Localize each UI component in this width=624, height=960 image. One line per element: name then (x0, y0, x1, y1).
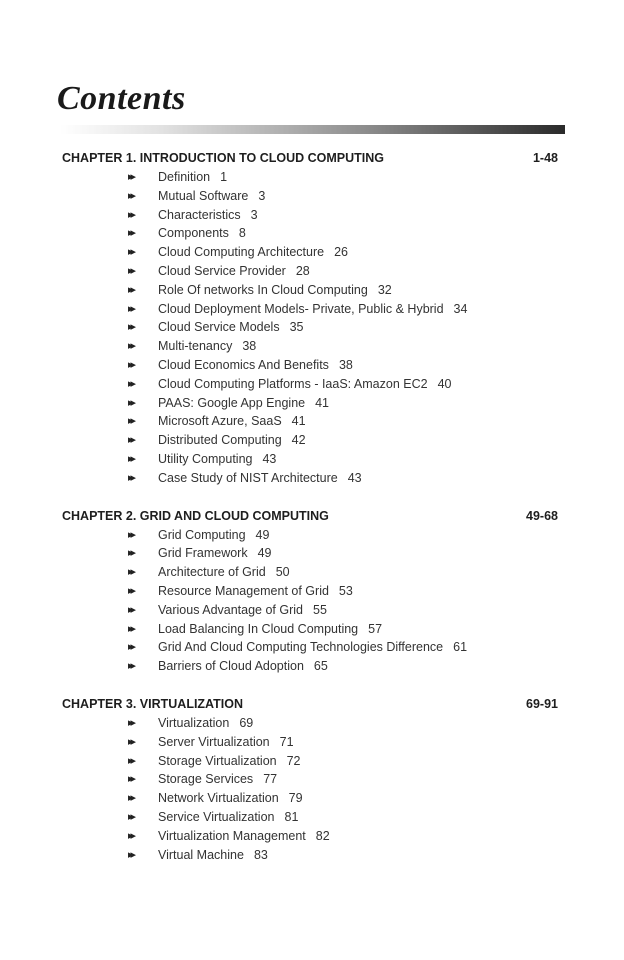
double-arrow-bullet-icon: ▸▸ (128, 641, 134, 654)
chapter-heading (0, 149, 624, 168)
toc-entry-label: Definition (158, 170, 211, 184)
toc-entry-label: Cloud Computing Architecture (158, 245, 325, 260)
toc-entry-page: 41 (291, 414, 306, 429)
toc-entry-label: Virtualization Management (158, 828, 306, 843)
toc-entry-label: Server Virtualization (158, 734, 270, 749)
toc-entry-label: Network Virtualization (158, 791, 279, 806)
toc-entry-text (158, 733, 294, 752)
toc-entry (0, 601, 624, 620)
toc-entry-text (158, 300, 467, 319)
chapter-title: CHAPTER 1. INTRODUCTION TO CLOUD COMPUTING (62, 151, 384, 165)
toc-entry-label: Role Of networks In Cloud Computing (158, 282, 368, 297)
double-arrow-bullet-icon: ▸▸ (128, 396, 134, 409)
toc-entry (0, 846, 624, 865)
toc-entry-text (158, 563, 290, 582)
chapter-page-range: 1-48 (532, 151, 558, 165)
double-arrow-bullet-icon: ▸▸ (128, 735, 134, 748)
chapter-heading (0, 695, 624, 714)
toc-entry-text (158, 375, 451, 394)
toc-entry-label: Storage Services (158, 772, 254, 787)
toc-entry-label: Virtualization (158, 715, 230, 730)
toc-entry (0, 375, 624, 394)
toc-entry (0, 300, 624, 319)
chapter-title: CHAPTER 3. VIRTUALIZATION (62, 696, 244, 711)
toc-entry-text (158, 356, 353, 375)
toc-entry-text (158, 770, 277, 789)
toc-entry (0, 544, 624, 563)
double-arrow-bullet-icon: ▸▸ (128, 227, 134, 240)
toc-entry (0, 262, 624, 281)
toc-entry-text (158, 582, 353, 601)
toc-entry-text (158, 262, 310, 281)
toc-entry (0, 733, 624, 752)
double-arrow-bullet-icon: ▸▸ (128, 434, 134, 447)
toc-entry-label: Cloud Computing Platforms - IaaS: Amazon EC2 (158, 376, 428, 391)
toc-entry-label: Cloud Service Models (158, 320, 280, 335)
toc-entry-text (158, 789, 303, 808)
double-arrow-bullet-icon: ▸▸ (128, 792, 134, 805)
double-arrow-bullet-icon: ▸▸ (128, 189, 134, 202)
toc-entry-label: Load Balancing In Cloud Computing (158, 621, 359, 636)
toc-entry-page: 34 (453, 301, 468, 316)
toc-entry-label: Characteristics (158, 207, 241, 222)
double-arrow-bullet-icon: ▸▸ (128, 754, 134, 767)
double-arrow-bullet-icon: ▸▸ (128, 829, 134, 842)
toc-entry (0, 281, 624, 300)
toc-entry-page: 50 (275, 565, 290, 580)
double-arrow-bullet-icon: ▸▸ (128, 452, 134, 465)
toc-entry-text (158, 337, 256, 356)
double-arrow-bullet-icon: ▸▸ (128, 528, 134, 541)
toc-entry-label: Storage Virtualization (158, 753, 277, 768)
double-arrow-bullet-icon: ▸▸ (128, 471, 134, 484)
toc-entry-label: Case Study of NIST Architecture (158, 470, 338, 485)
toc-entry-text (158, 450, 276, 469)
double-arrow-bullet-icon: ▸▸ (128, 415, 134, 428)
toc-entry-text (158, 431, 306, 450)
toc-entry-page: 81 (284, 809, 299, 824)
toc-entry-page: 65 (313, 659, 328, 674)
toc-entry-page: 55 (313, 602, 327, 617)
toc-entry (0, 450, 624, 469)
toc-entry-text (158, 281, 392, 300)
toc-entry (0, 394, 624, 413)
toc-entry-page: 42 (291, 433, 306, 448)
toc-entry-text (158, 827, 330, 846)
toc-entry-label: Distributed Computing (158, 433, 282, 448)
toc-entry-page: 1 (220, 170, 228, 184)
page-title: Contents (57, 80, 186, 117)
toc-entry-page: 40 (437, 376, 452, 391)
toc-entry (0, 224, 624, 243)
toc-entry-text (158, 206, 258, 225)
toc-entry-label: Components (158, 226, 229, 241)
toc-entry-text (158, 243, 348, 262)
toc-entry (0, 827, 624, 846)
toc-entry-label: Service Virtualization (158, 809, 275, 824)
toc-entry-page: 72 (286, 753, 301, 768)
toc-entry-label: Grid Computing (158, 527, 246, 542)
toc-entry (0, 752, 624, 771)
toc-entry-page: 43 (262, 451, 277, 466)
toc-entry-page: 3 (250, 207, 258, 222)
toc-entry-text (158, 638, 467, 657)
toc-entry-page: 71 (279, 734, 294, 749)
chapter-page-range: 69-91 (526, 696, 558, 711)
toc-entry (0, 469, 624, 488)
toc-entry-text (158, 318, 304, 337)
toc-entry (0, 206, 624, 225)
double-arrow-bullet-icon: ▸▸ (128, 208, 134, 221)
toc-entry-page: 26 (334, 245, 348, 260)
toc-entry-page: 28 (295, 263, 310, 278)
double-arrow-bullet-icon: ▸▸ (128, 321, 134, 334)
toc-entry-page: 83 (253, 847, 268, 862)
toc-entry-text (158, 714, 253, 733)
chapter-section (0, 149, 624, 488)
toc-entry-text (158, 412, 306, 431)
table-of-contents (0, 149, 624, 883)
toc-entry (0, 356, 624, 375)
toc-entry-page: 77 (263, 772, 278, 787)
toc-entry-page: 69 (239, 715, 254, 730)
toc-entry-page: 38 (242, 339, 257, 354)
toc-entry-label: Cloud Economics And Benefits (158, 357, 329, 372)
toc-entry (0, 337, 624, 356)
double-arrow-bullet-icon: ▸▸ (128, 283, 134, 296)
chapter-page-range: 49-68 (526, 508, 558, 523)
toc-entry (0, 243, 624, 262)
toc-entry-page: 82 (315, 828, 330, 843)
chapter-section (0, 507, 624, 676)
toc-entry (0, 638, 624, 657)
toc-entry-text (158, 620, 382, 639)
toc-entry-label: Microsoft Azure, SaaS (158, 414, 282, 429)
toc-entry-text (158, 657, 328, 676)
chapter-title: CHAPTER 2. GRID AND CLOUD COMPUTING (62, 508, 329, 523)
toc-entry-page: 43 (347, 470, 362, 485)
toc-entry-text (158, 752, 301, 771)
toc-entry-label: Cloud Service Provider (158, 263, 286, 278)
toc-entry-page: 79 (288, 791, 303, 806)
toc-entry-page: 57 (368, 621, 383, 636)
double-arrow-bullet-icon: ▸▸ (128, 848, 134, 861)
toc-entry-label: Grid Framework (158, 546, 248, 561)
toc-entry (0, 714, 624, 733)
toc-entry-text (158, 469, 362, 488)
toc-entry-text (158, 526, 269, 545)
toc-entry (0, 808, 624, 827)
toc-entry-label: Virtual Machine (158, 847, 244, 862)
double-arrow-bullet-icon: ▸▸ (128, 773, 134, 786)
toc-entry-text (158, 187, 265, 206)
chapter-heading (0, 507, 624, 526)
double-arrow-bullet-icon: ▸▸ (128, 810, 134, 823)
chapter-section (0, 695, 624, 864)
toc-entry-page: 49 (255, 527, 270, 542)
toc-entry (0, 582, 624, 601)
toc-entry-page: 49 (257, 546, 272, 561)
double-arrow-bullet-icon: ▸▸ (128, 603, 134, 616)
toc-entry (0, 620, 624, 639)
toc-entry-text (158, 168, 227, 187)
double-arrow-bullet-icon: ▸▸ (128, 264, 134, 277)
toc-entry-page: 53 (338, 583, 353, 598)
toc-entry-page: 35 (289, 320, 304, 335)
double-arrow-bullet-icon: ▸▸ (128, 377, 134, 390)
toc-entry-label: Utility Computing (158, 451, 253, 466)
toc-entry (0, 168, 624, 187)
toc-entry-text (158, 224, 246, 243)
toc-entry-text (158, 846, 268, 865)
toc-entry-page: 3 (258, 188, 266, 203)
toc-entry-page: 32 (377, 282, 392, 297)
toc-entry (0, 187, 624, 206)
double-arrow-bullet-icon: ▸▸ (128, 246, 134, 259)
double-arrow-bullet-icon: ▸▸ (128, 358, 134, 371)
toc-entry (0, 563, 624, 582)
double-arrow-bullet-icon: ▸▸ (128, 622, 134, 635)
toc-entry (0, 770, 624, 789)
toc-entry-label: Grid And Cloud Computing Technologies Difference (158, 640, 444, 655)
double-arrow-bullet-icon: ▸▸ (128, 340, 134, 353)
title-gradient-rule (60, 125, 565, 134)
toc-entry (0, 318, 624, 337)
toc-entry (0, 412, 624, 431)
toc-entry-text (158, 544, 272, 563)
double-arrow-bullet-icon: ▸▸ (128, 302, 134, 315)
toc-entry-text (158, 394, 329, 413)
toc-entry-label: Cloud Deployment Models- Private, Public & Hybrid (158, 301, 444, 316)
toc-entry-page: 61 (453, 640, 468, 655)
double-arrow-bullet-icon: ▸▸ (128, 171, 134, 183)
double-arrow-bullet-icon: ▸▸ (128, 566, 134, 579)
toc-entry-label: Architecture of Grid (158, 565, 266, 580)
toc-entry (0, 657, 624, 676)
double-arrow-bullet-icon: ▸▸ (128, 716, 134, 729)
toc-entry-page: 8 (238, 226, 246, 241)
double-arrow-bullet-icon: ▸▸ (128, 660, 134, 673)
double-arrow-bullet-icon: ▸▸ (128, 547, 134, 560)
toc-entry (0, 789, 624, 808)
toc-entry-label: Resource Management of Grid (158, 583, 329, 598)
toc-entry-page: 41 (315, 395, 330, 410)
double-arrow-bullet-icon: ▸▸ (128, 584, 134, 597)
toc-entry-text (158, 808, 298, 827)
toc-entry-label: PAAS: Google App Engine (158, 395, 306, 410)
toc-entry (0, 526, 624, 545)
toc-entry (0, 431, 624, 450)
toc-entry-label: Various Advantage of Grid (158, 602, 303, 617)
toc-entry-label: Barriers of Cloud Adoption (158, 659, 304, 674)
toc-entry-text (158, 601, 327, 620)
toc-entry-label: Multi-tenancy (158, 339, 233, 354)
toc-entry-page: 38 (338, 357, 353, 372)
toc-entry-label: Mutual Software (158, 188, 249, 203)
